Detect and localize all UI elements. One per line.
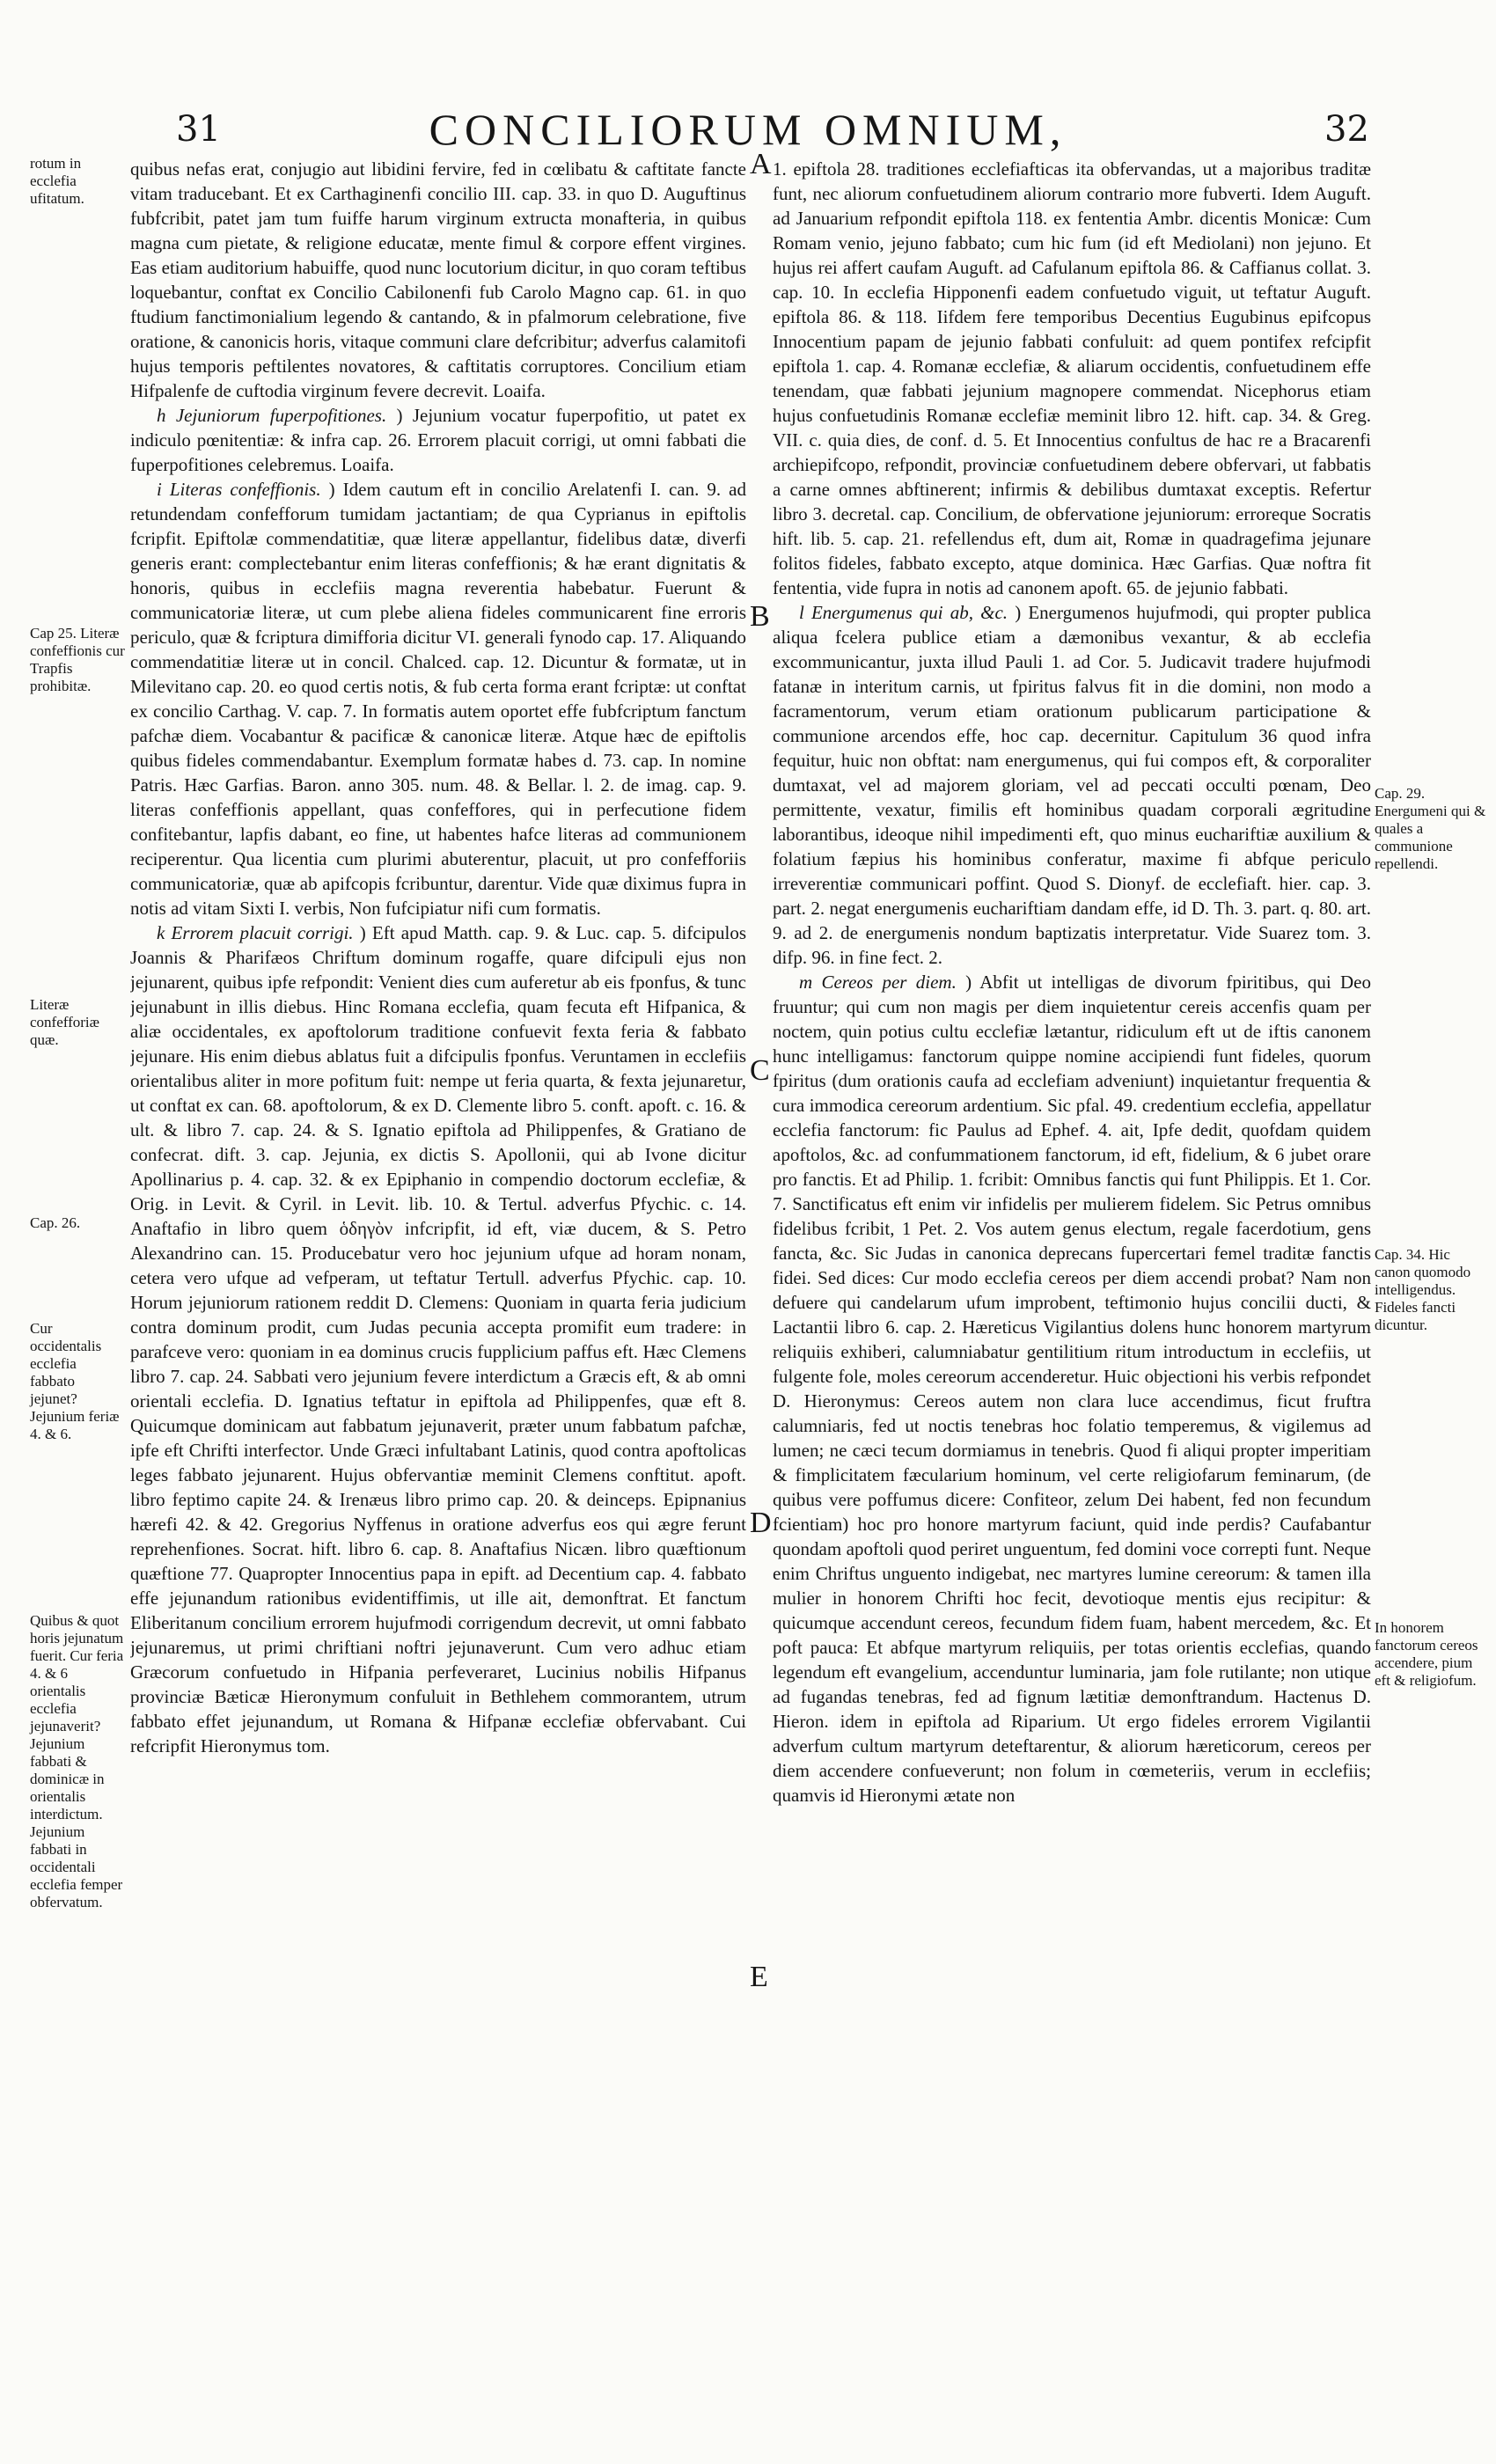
section-letter: C — [750, 1054, 770, 1087]
margin-note: In honorem fanctorum cereos accendere, pium eft & religiofum. — [1375, 1619, 1478, 1689]
paragraph-text: quibus nefas erat, conjugio aut libidini fervire, fed in cœlibatu & caftitate fancte vitam traducebant. Et ex Carthaginenfi concilio III. cap. 33. in quo D. Auguftinus fubfcribit, patet jam tum fuiffe harum virginum extructa monafteria, in quibus magna cum pietate, & religione educatæ, mente fimul & corpore effent virgines. Eas etiam auditorium habuiffe, quod nunc locutorium dicitur, in quo coram teftibus loquebantur, conftat ex Concilio Cabilonenfi fub Carolo Magno cap. 61. in quo ftudium fanctimonialium legendo & cantando, & in pfalmorum celebratione, five oratione, & canonicis horis, vitaque communi clare defcribitur; adverfus calamitofi hujus temporis peftilentes novatores, & caftitatis corruptores. Concilium etiam Hifpalenfe de cuftodia virginum fevere decrevit. Loaifa. — [130, 158, 746, 401]
paragraph — [130, 477, 746, 920]
page-number-right: 32 — [1324, 109, 1369, 150]
section-letter: E — [750, 1961, 768, 1993]
paragraph-text: ) Idem cautum eft in concilio Arelatenfi I. can. 9. ad retundendam confefforum tumidam jactantiam; de qua Cyprianus in epiftolis fcripfit. Epiftolæ commendatitiæ, quæ literæ appellantur, fidelibus datæ, diverfi generis erant: complectebantur enim literas confeffionis; & hæ erant dignitatis & honoris, quibus in ecclefiis magna reverentia habebatur. Fuerunt & communicatoriæ literæ, ut cum plebe aliena fideles communicarent fine erroris periculo, quæ & fcriptura dimifforia dicitur VI. generali fynodo cap. 17. Aliquando commendatitiæ literæ ut in concil. Chalced. cap. 12. Dicuntur & formatæ, ut in Milevitano cap. 20. eo quod certis notis, & fub certa forma erant fcriptæ: ut conftat ex concilio Carthag. V. cap. 7. In formatis autem oportet effe fubfcriptum fanctum pafchæ diem. Vocabantur & pacificæ & canonicæ literæ. Atque hæc de epiftolis quibus fideles commendabantur. Exemplum formatæ habes d. 73. cap. In nomine Patris. Hæc Garfias. Baron. anno 305. num. 48. & Bellar. l. 2. de imag. cap. 9. literas confeffionis appellant, quas confeffores, qui in perfecutione fidem confitebantur, lapfis dabant, eo fine, ut habentes hafce literas ad communionem reciperentur. Qua licentia cum plurimi abuterentur, placuit, ut pro confefforiis communicatoriæ, quæ ab apifcopis fcribuntur, darentur. Vide quæ diximus fupra in notis ad vitam Sixti I. verbis, Non fufcipiatur nifi cum formatis. — [130, 479, 746, 919]
note-lemma: l Energumenus qui ab, &c. — [799, 602, 1008, 623]
section-letters — [750, 0, 771, 2464]
paragraph-text: ) Energumenos hujufmodi, qui propter publica aliqua fcelera publice etiam a dæmonibus vexantur, & ab ecclefia excommunicantur, juxta illud Pauli 1. ad Cor. 5. Judicavit tradere hujufmodi fatanæ in interitum carnis, ut fpiritus falvus fit in die domini, non modo a facramentorum, verum etiam orationum publicarum participatione & communione arcendos effe, hoc cap. decernitur. Capitulum 36 quod infra fequitur, huic non obftat: nam energumenus, qui fui compos eft, & corporaliter dumtaxat, vel ad majorem gloriam, vel ad peccati occulti pœnam, Deo permittente, vexatur, fimilis eft hominibus quadam corporali ægritudine laborantibus, ideoque nihil impedimenti eft, quo minus euchariftiæ auxilium & folatium fæpius his hominibus conferatur, maxime fi abfque periculo irreverentiæ communicari poffint. Quod S. Dionyf. de ecclefiaft. hier. cap. 3. part. 2. negat energumenis euchariftiam dandam effe, id D. Th. 3. part. q. 80. art. 9. ad 2. de energumenis nondum baptizatis interpretatur. Vide Suarez tom. 3. difp. 96. in fine fect. 2. — [773, 602, 1371, 968]
running-header — [0, 104, 1496, 157]
paragraph — [773, 970, 1371, 1808]
paragraph-text: ) Eft apud Matth. cap. 9. & Luc. cap. 5. difcipulos Joannis & Pharifæos Chriftum dominum rogaffe, quare difcipuli ejus non jejunarent, quibus ipfe refpondit: Venient dies cum auferetur ab eis fponfus, & tunc jejunabunt in illis diebus. Hinc Romana ecclefia, quam fecuta eft Hifpanica, & aliæ occidentales, ex apoftolorum traditione confuevit fexta feria & fabbato jejunare. His enim diebus ablatus fuit a difcipulis fponfus. Veruntamen in ecclefiis orientalibus aliter in more pofitum fuit: nempe ut feria quarta, & fexta jejunaretur, ut conftat ex can. 68. apoftolorum, & ex D. Clemente libro 5. conft. apoft. c. 16. & ult. & libro 7. cap. 24. & S. Ignatio epiftola ad Philippenfes, & Gratiano de confecrat. dift. 3. cap. Jejunia, ex dictis S. Apollonii, qui ab Ivone dicitur Apollinarius p. 4. cap. 32. & ex Epiphanio in compendio doctorum ecclefiæ, & Orig. in Levit. & Cyril. in Levit. lib. 10. & Tertul. adverfus Pfychic. c. 14. Anaftafio in libro quem ὁδηγὸν infcripfit, id eft, viæ ducem, & S. Petro Alexandrino can. 15. Producebatur vero hoc jejunium ufque ad horam nonam, cetera vero ufque ad vefperam, ut teftatur Tertull. adverfus Pfychic. cap. 10. Horum jejuniorum rationem reddit D. Clemens: Quoniam in quarta feria judicium contra dominum prodit, cum Judas pecunia accepta promifit eum tradere: in parafceve vero: quoniam in ea dominus crucis fupplicium paffus eft. Hæc Clemens libro 7. cap. 24. Sabbati vero jejunium fevere interdictum a Græcis eft, & ab omni orientali ecclefia. D. Ignatius teftatur in epiftola ad Philippenfes, quæ eft 8. Quicumque dominicam aut fabbatum jejunaverit, præter unum fabbatum pafchæ, ipfe eft Chrifti interfector. Unde Græci infultabant Latinis, quod contra apoftolicas leges fabbato jejunarent. Hujus obfervantiæ meminit Clemens conftitut. apoft. libro feptimo capite 24. & Irenæus libro primo cap. 20. & deinceps. Epipnanius hærefi 42. & 42. Gregorius Nyffenus in oratione adverfus eos qui ægre ferunt reprehenfiones. Socrat. hift. libro 6. cap. 8. Anaftafius Nicæn. libro quæftionum quæftione 77. Quapropter Innocentius papa in epift. ad Decentium cap. 4. fabbato effe jejunandum rationibus evidentiffimis, ut ille ait, demonftrat. Et fanctum Eliberitanum concilium errorem hujufmodi corrigendum decrevit, ut omni fabbato jejunaremus, ut primi chriftiani noftri jejunaverunt. Cum vero adhuc etiam Græcorum confuetudo in Hifpania perfeveraret, Lucinius nobilis Hifpanus provinciæ Bæticæ Hieronymum confuluit in Bethlehem commorantem, utrum fabbato effet jejunandum, ut Romana & Hifpanæ ecclefiæ obfervabant. Cui refcripfit Hieronymus tom. — [130, 922, 746, 1756]
left-column — [130, 157, 746, 2445]
note-lemma: h Jejuniorum fuperpofitiones. — [157, 405, 387, 426]
note-lemma: m Cereos per diem. — [799, 972, 957, 993]
paragraph-text: ) Abfit ut intelligas de divorum fpiritibus, qui Deo fruuntur; qui cum non magis per diem inquietentur cereis accenfis quam per noctem, quin potius cultu ecclefiæ lætantur, ridiculum eft ut de iftis canonem hunc intelligamus: fanctorum quippe nomine accipiendi funt fideles, quorum fpiritus (dum orationis caufa ad ecclefiam adveniunt) inquietantur frequentia & cura immodica cereorum ardentium. Sic pfal. 49. credentium ecclefia, appellatur ecclefia fanctorum: fic Paulus ad Ephef. 4. ait, Ipfe dedit, quofdam quidem apoftolos, &c. ad confummationem fanctorum, id eft, fidelium, & 6 jubet orare pro fanctis. Et ad Philip. 1. fcribit: Omnibus fanctis qui funt Philippis. Et 1. Cor. 7. Sanctificatus eft enim vir infidelis per mulierem fidelem. Sic Petrus omnibus fidelibus fcribit, 1 Pet. 2. Vos autem genus electum, regale facerdotium, gens fancta, &c. Sic Judas in canonica deprecans fupercertari femel traditæ fanctis fidei. Sed dices: Cur modo ecclefia cereos per diem accendi probat? Nam non defuere qui candelarum ufum improbent, teftimonio hujus concilii ducti, & Lactantii libro 6. cap. 2. Hæreticus Vigilantius dolens hunc honorem martyrum reliquiis exhiberi, calumniabatur gentilitium ritum introductum in ecclefiis, ut fulgente fole, moles cereorum accenderetur. Huic objectioni his verbis refpondet D. Hieronymus: Cereos autem non clara luce accendimus, ficut fruftra calumniaris, fed ut noctis tenebras hoc folatio temperemus, & vigilemus ad lumen; ne cæci tecum dormiamus in tenebris. Quod fi aliqui propter imperitiam & fimplicitatem fæcularium hominum, vel certe religiofarum feminarum, (de quibus vere poffumus dicere: Confiteor, zelum Dei habent, fed non fecundum fcientiam) hoc pro honore martyrum faciunt, quid inde perdis? Caufabantur quondam apoftoli quod periret unguentum, fed domini voce correpti funt. Neque enim Chriftus unguento indigebat, nec martyres lumine cereorum: & tamen illa mulier in honorem Chrifti hoc fecit, devotioque mentis ejus recipitur: & quicumque accendunt cereos, fecundum fidem fuam, habent mercedem, &c. Et poft pauca: Et abfque martyrum reliquiis, per totas orientis ecclefias, quando legendum eft evangelium, accenduntur luminaria, jam fole rutilante; non utique ad fugandas tenebras, fed ad fignum lætitiæ demonftrandum. Hactenus D. Hieron. idem in epiftola ad Riparium. Ut ergo fideles errorem Vigilantii adverfum cultum martyrum deteftarentur, & aliorum hæreticorum, cereos per diem accendere confueverunt; non folum in cœmeteriis, verum in ecclefiis; quamvis id Hieronymi ætate non — [773, 972, 1371, 1806]
margin-note: Cap. 29. Energumeni qui & quales a communione repellendi. — [1375, 785, 1486, 872]
margin-note: rotum in ecclefia ufitatum. — [30, 155, 84, 207]
paragraph-text: 1. epiftola 28. traditiones ecclefiafticas ita obfervandas, ut a majoribus traditæ funt, nec aliorum confuetudinem aliorum contrario more fubverti. Idem Auguft. ad Januarium refpondit epiftola 118. ex fententia Ambr. dicentis Monicæ: Cum Romam venio, jejuno fabbato; cum hic fum (id eft Mediolani) non jejuno. Et hujus rei affert caufam Auguft. ad Cafulanum epiftola 86. & Caffianus collat. 3. cap. 10. In ecclefia Hipponenfi eadem confuetudo viguit, ut teftatur Auguft. epiftola 86. & 118. Iifdem fere temporibus Decentius Eugubinus epifcopus Innocentium papam de jejunio fabbati confuluit: ad quem pontifex refcipfit epiftola 1. cap. 4. Romanæ ecclefiæ, & aliarum occidentis, confuetudinem effe tenendam, quæ fabbati jejunium magnopere commendat. Nicephorus etiam hujus confuetudinis Romanæ ecclefiæ meminit libro 12. hift. cap. 34. & Greg. VII. c. quia dies, de conf. d. 5. Et Innocentius confultus de hac re a Bracarenfi archiepifcopo, refpondit, provinciæ confuetudinem debere obfervari, ut fabbatis a carne omnes abftinerent; infirmis & debilibus dumtaxat exceptis. Refertur libro 3. decretal. cap. Concilium, de obfervatione jejuniorum: erroreque Socratis hift. lib. 5. cap. 21. refellendus eft, dum ait, Romæ in quadragefima jejunare folitos fideles, fabbato excepto, atque dominica. Hæc Garfias. Quæ noftra fit fententia, vide fupra in notis ad canonem apoft. 65. de jejunio fabbati. — [773, 158, 1371, 598]
margin-note: Quibus & quot horis jejunatum fuerit. Cur feria 4. & 6 orientalis ecclefia jejunaverit? Jejunium fabbati & dominicæ in orientalis interdictum. Jejunium fabbati in occidentali ecclefia femper obfervatum. — [30, 1612, 124, 1910]
paragraph — [130, 920, 746, 1758]
running-title: CONCILIORUM OMNIUM, — [429, 105, 1067, 154]
page-number-left: 31 — [176, 109, 221, 150]
right-column — [773, 157, 1371, 2445]
paragraph — [130, 157, 746, 403]
margin-note: Cap 25. Literæ confeffionis cur Trapfis prohibitæ. — [30, 625, 125, 694]
paragraph — [130, 403, 746, 477]
note-lemma: k Errorem placuit corrigi. — [157, 922, 354, 943]
section-letter: D — [750, 1507, 772, 1539]
section-letter: B — [750, 600, 770, 633]
paragraph — [773, 157, 1371, 600]
note-lemma: i Literas confeffionis. — [157, 479, 321, 500]
margin-note: Literæ confefforiæ quæ. — [30, 996, 99, 1048]
margin-note: Cur occidentalis ecclefia fabbato jejunet? Jejunium feriæ 4. & 6. — [30, 1320, 120, 1442]
margin-note: Cap. 26. — [30, 1214, 81, 1231]
paragraph — [773, 600, 1371, 970]
section-letter: A — [750, 148, 772, 180]
paragraph-text: ) Jejunium vocatur fuperpofitio, ut patet ex indiculo pœnitentiæ: & infra cap. 26. Errorem placuit corrigi, ut omni fabbati die fuperpofitiones celebremus. Loaifa. — [130, 405, 746, 475]
margin-note: Cap. 34. Hic canon quomodo intelligendus. Fideles fancti dicuntur. — [1375, 1246, 1471, 1333]
